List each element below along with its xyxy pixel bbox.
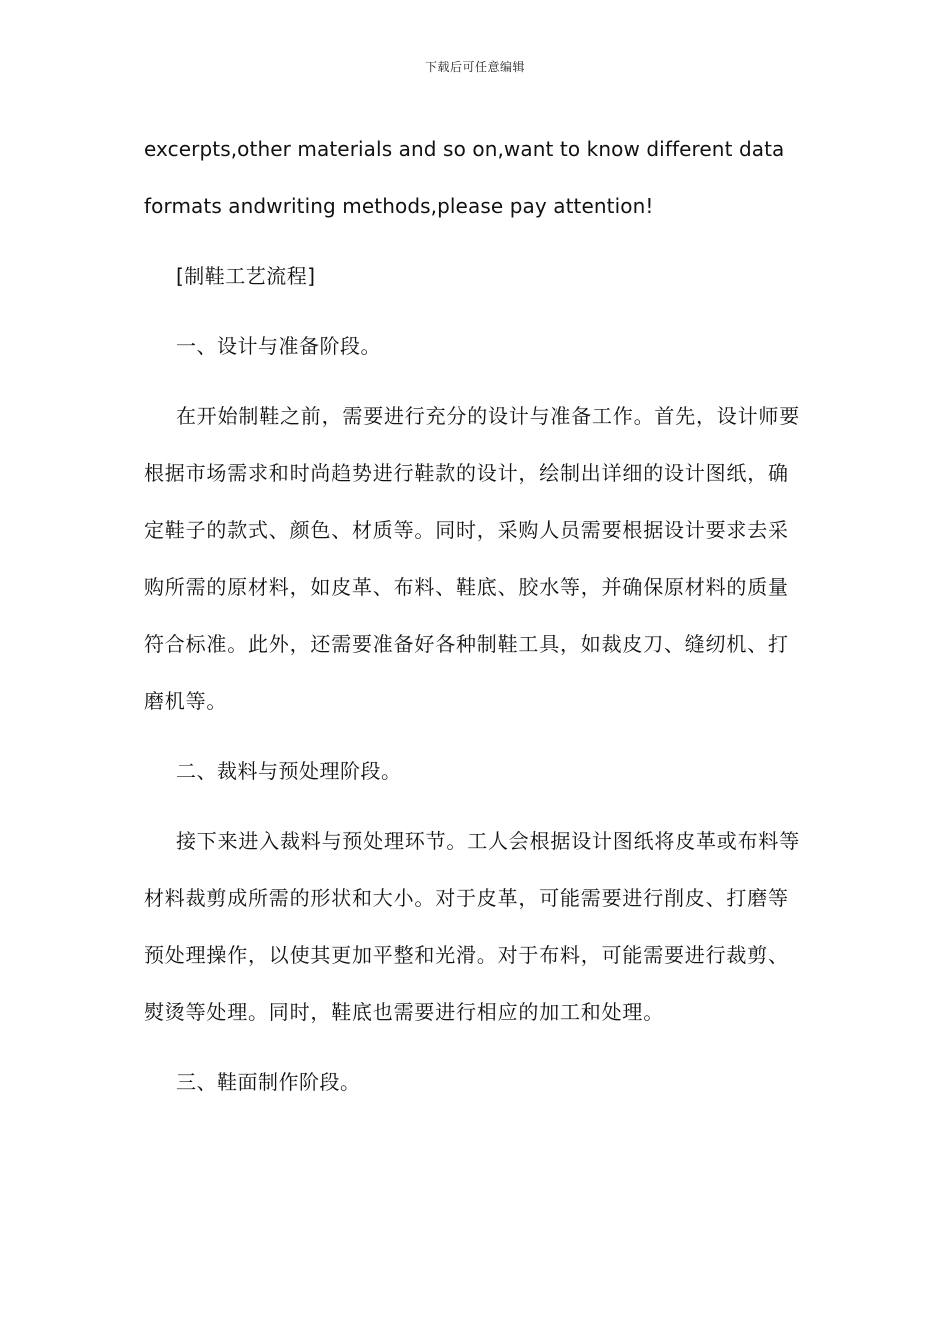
paragraph-line: 定鞋子的款式、颜色、材质等。同时，采购人员需要根据设计要求去采 [144, 518, 789, 542]
section-1-heading: 一、设计与准备阶段。 [176, 334, 381, 358]
document-title: [制鞋工艺流程] [176, 264, 316, 288]
paragraph-line: 购所需的原材料，如皮革、布料、鞋底、胶水等，并确保原材料的质量 [144, 575, 789, 599]
paragraph-line: 在开始制鞋之前，需要进行充分的设计与准备工作。首先，设计师要 [176, 404, 800, 428]
section-1-paragraph [144, 388, 804, 730]
section-2-paragraph [144, 813, 804, 1041]
paragraph-line: 磨机等。 [144, 689, 228, 713]
section-2-heading: 二、裁料与预处理阶段。 [176, 759, 402, 783]
paragraph-line: 根据市场需求和时尚趋势进行鞋款的设计，绘制出详细的设计图纸，确 [144, 461, 789, 485]
section-3-heading: 三、鞋面制作阶段。 [176, 1070, 361, 1094]
paragraph-line: 材料裁剪成所需的形状和大小。对于皮革，可能需要进行削皮、打磨等 [144, 886, 789, 910]
header-note: 下载后可任意编辑 [424, 60, 525, 74]
paragraph-line: 接下来进入裁料与预处理环节。工人会根据设计图纸将皮革或布料等 [176, 829, 800, 853]
paragraph-line: 熨烫等处理。同时，鞋底也需要进行相应的加工和处理。 [144, 1000, 664, 1024]
intro-line: excerpts,other materials and so on,want to know different data [144, 137, 785, 161]
document-body [144, 121, 804, 1111]
paragraph-line: 预处理操作，以使其更加平整和光滑。对于布料，可能需要进行裁剪、 [144, 943, 789, 967]
paragraph-line: 符合标准。此外，还需要准备好各种制鞋工具，如裁皮刀、缝纫机、打 [144, 632, 789, 656]
intro-line: formats andwriting methods,please pay attention! [144, 194, 654, 218]
